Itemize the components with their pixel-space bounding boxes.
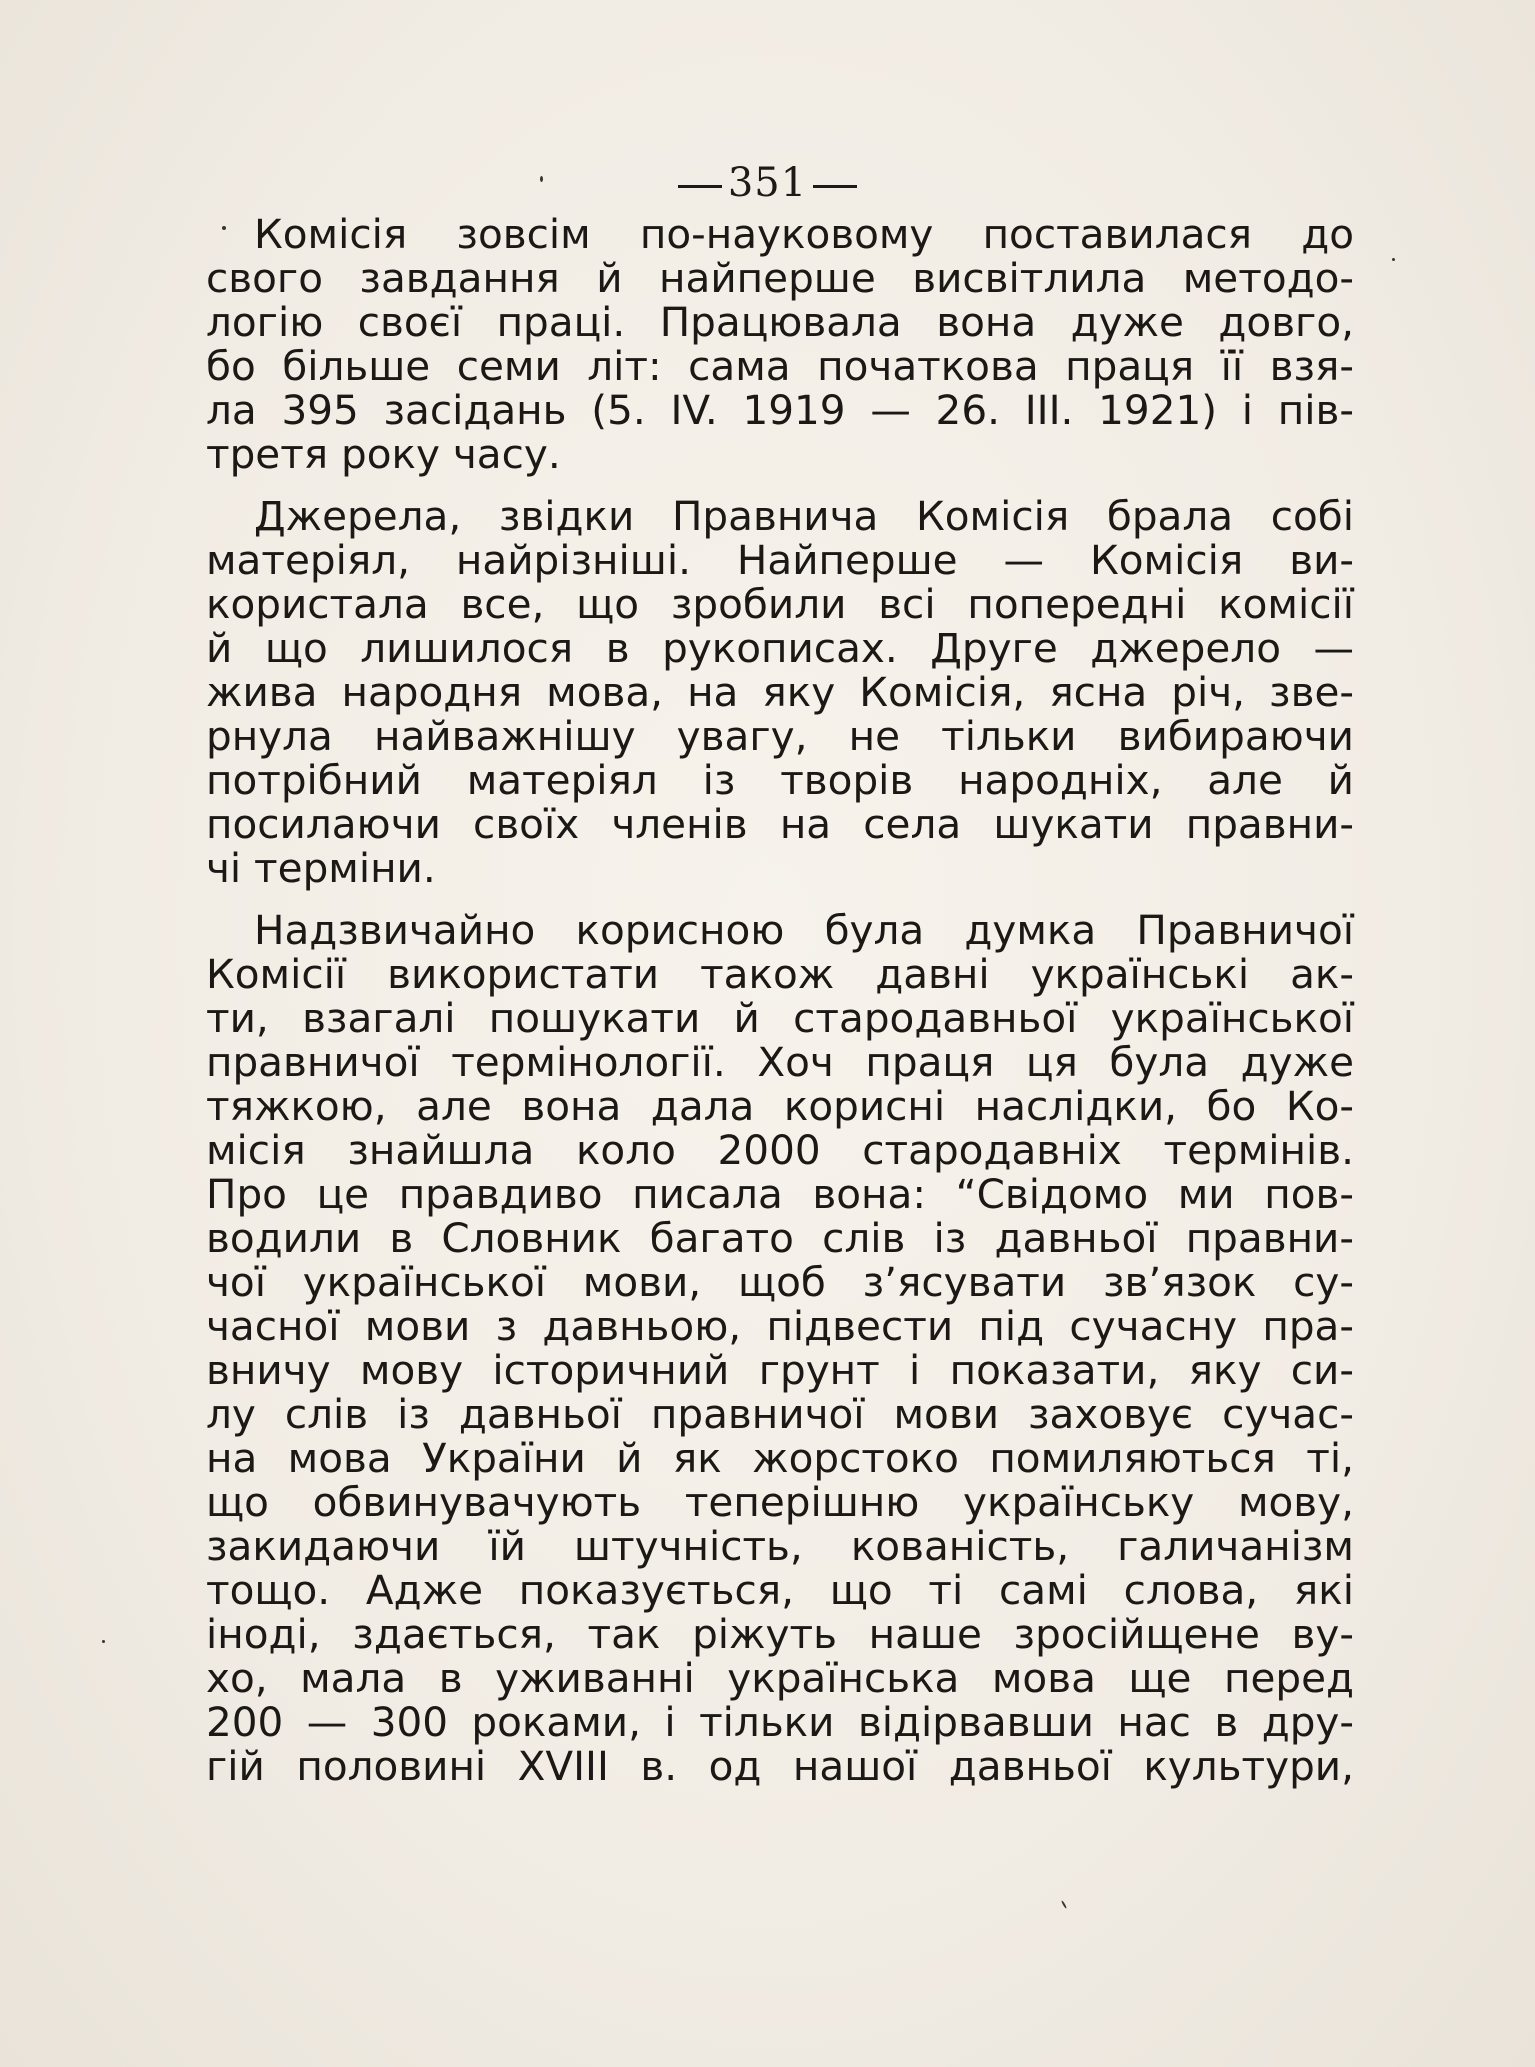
text-line: тощо. Адже показується, що ті самі слова, які — [206, 1566, 1354, 1614]
page-number-header — [0, 160, 1535, 206]
paper-speck — [1061, 1900, 1067, 1909]
text-line: потрібний матеріял із творів народніх, але й — [206, 756, 1354, 804]
dash-left — [678, 185, 722, 188]
text-line: тяжкою, але вона дала корисні наслідки, бо Ко- — [206, 1082, 1354, 1130]
text-line: правничої термінології. Хоч праця ця була дуже — [206, 1038, 1354, 1086]
text-line: місія знайшла коло 2000 стародавніх термінів. — [206, 1126, 1354, 1174]
paragraph — [206, 908, 1354, 1788]
dash-right — [813, 185, 857, 188]
text-line: логію своєї праці. Працювала вона дуже довго, — [206, 298, 1354, 346]
text-line: жива народня мова, на яку Комісія, ясна річ, зве- — [206, 668, 1354, 716]
paper-speck — [1392, 258, 1395, 261]
text-line: рнула найважнішу увагу, не тільки вибираючи — [206, 712, 1354, 760]
text-line: водили в Словник багато слів із давньої правни- — [206, 1214, 1354, 1262]
text-line: лу слів із давньої правничої мови заховує сучас- — [206, 1390, 1354, 1438]
text-line: чі терміни. — [206, 844, 436, 892]
paper-speck — [222, 226, 226, 230]
text-line: Комісії використати також давні українські ак- — [206, 950, 1354, 998]
text-line: свого завдання й найперше висвітлила методо- — [206, 254, 1354, 302]
paper-speck — [540, 176, 543, 182]
text-line: ти, взагалі пошукати й стародавньої української — [206, 994, 1354, 1042]
text-line: на мова України й як жорстоко помиляються ті, — [206, 1434, 1354, 1482]
text-line: ла 395 засідань (5. IV. 1919 — 26. III. 1921) і пів- — [206, 386, 1354, 434]
text-line: посилаючи своїх членів на села шукати правни- — [206, 800, 1354, 848]
text-line: третя року часу. — [206, 430, 561, 478]
text-line: матеріял, найрізніші. Найперше — Комісія ви- — [206, 536, 1354, 584]
text-line: вничу мову історичний грунт і показати, яку си- — [206, 1346, 1354, 1394]
text-line: Джерела, звідки Правнича Комісія брала собі — [254, 492, 1354, 540]
text-line: чої української мови, щоб з’ясувати зв’язок су- — [206, 1258, 1354, 1306]
text-line: користала все, що зробили всі попередні комісії — [206, 580, 1354, 628]
text-line: бо більше семи літ: сама початкова праця її взя- — [206, 342, 1354, 390]
body-text — [206, 212, 1354, 1788]
text-line: хо, мала в уживанні українська мова ще перед — [206, 1654, 1354, 1702]
paragraph — [206, 212, 1354, 476]
text-line: що обвинувачують теперішню українську мову, — [206, 1478, 1354, 1526]
text-line: й що лишилося в рукописах. Друге джерело — — [206, 624, 1354, 672]
text-line: 200 — 300 роками, і тільки відірвавши нас в дру- — [206, 1698, 1354, 1746]
text-line: Про це правдиво писала вона: “Свідомо ми пов- — [206, 1170, 1354, 1218]
paragraph — [206, 494, 1354, 890]
text-line: Надзвичайно корисною була думка Правничої — [254, 906, 1354, 954]
text-line: Комісія зовсім по-науковому поставилася до — [254, 210, 1354, 258]
text-line: часної мови з давньою, підвести під сучасну пра- — [206, 1302, 1354, 1350]
paper-speck — [102, 1640, 105, 1643]
text-line: іноді, здається, так ріжуть наше зросійщене ву- — [206, 1610, 1354, 1658]
text-line: закидаючи їй штучність, кованість, галичанізм — [206, 1522, 1354, 1570]
text-line: гій половині XVIII в. од нашої давньої культури, — [206, 1742, 1354, 1790]
page-number: 351 — [727, 160, 808, 206]
